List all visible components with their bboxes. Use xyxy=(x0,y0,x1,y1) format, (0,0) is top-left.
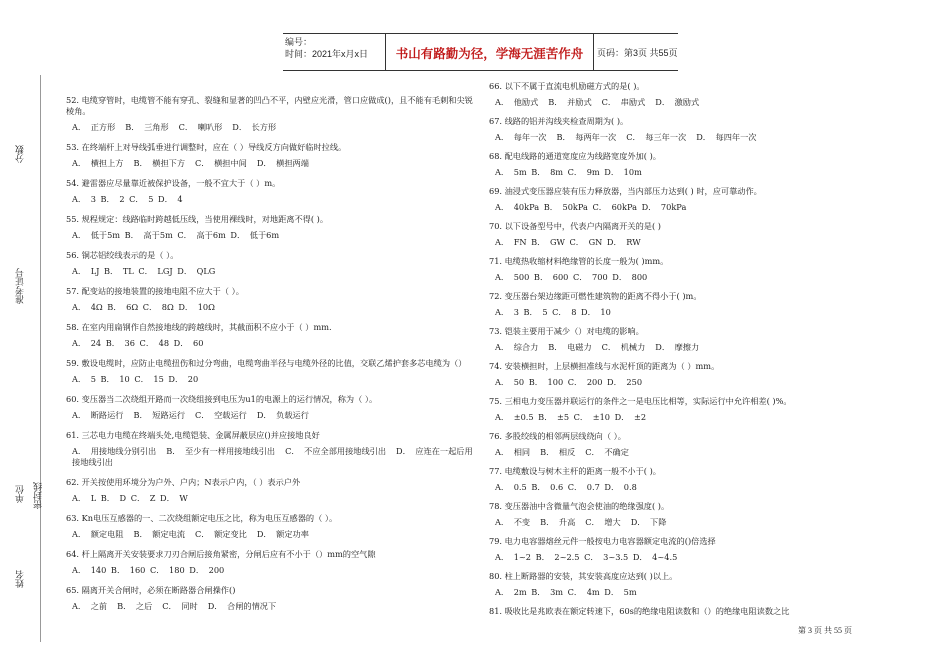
header-divider xyxy=(593,34,594,70)
answer-options xyxy=(66,266,476,277)
answer-option: A． ±0.5 B． ±5 C． ±10 D． ±2 xyxy=(495,412,647,422)
question-item xyxy=(489,396,904,423)
answer-option: A． 断路运行 xyxy=(72,410,124,420)
answer-options xyxy=(489,342,904,353)
question-text: 79. 电力电容器熔丝元件一般按电力电容器额定电流的()倍选择 xyxy=(489,536,716,546)
question-item xyxy=(489,326,904,353)
question-item xyxy=(66,585,476,612)
answer-options xyxy=(66,194,476,205)
question-text: 81. 吸收比是兆欧表在额定转速下，60s的绝缘电阻读数和（）的绝缘电阻读数之比 xyxy=(489,606,790,616)
question-item xyxy=(489,606,904,617)
answer-option: D． 额定功率 xyxy=(256,529,309,539)
answer-option: C． 机械力 xyxy=(601,342,646,352)
question-item xyxy=(66,250,476,277)
answer-option: C． 不应全部用接地线引出 xyxy=(285,446,387,456)
answer-options xyxy=(489,167,904,178)
time-label: 时间：2021年x月x日 xyxy=(285,49,369,59)
question-text: 62. 开关按使用环境分为户外、户内；N表示户内，（ ）表示户外 xyxy=(66,477,301,487)
answer-option: A． L B． D C． Z D． W xyxy=(72,493,188,503)
answer-option: A． 横担上方 xyxy=(72,158,124,168)
bianhao-label: 编号： xyxy=(285,37,313,47)
question-text: 64. 杆上隔离开关安装要求刀刃合闸后接角紧密，分闸后应有不小于（）mm的空气隙 xyxy=(66,549,376,559)
question-item xyxy=(489,361,904,388)
answer-options xyxy=(489,307,904,318)
answer-option: A． 4Ω B． 6Ω C． 8Ω D． 10Ω xyxy=(72,302,215,312)
answer-options xyxy=(489,272,904,283)
question-text: 67. 线路的铝并沟线夹检查周期为( )。 xyxy=(489,116,629,126)
answer-option: A． 24 B． 36 C． 48 D． 60 xyxy=(72,338,204,348)
answer-options xyxy=(489,377,904,388)
answer-option: D． 摩擦力 xyxy=(655,342,700,352)
question-item xyxy=(66,477,476,504)
answer-options xyxy=(66,338,476,349)
score-label: 分数 xyxy=(16,145,26,163)
answer-option: A． 3 B． 2 C． 5 D． 4 xyxy=(72,194,183,204)
question-text: 66. 以下不属于直流电机励磁方式的是( )。 xyxy=(489,81,645,91)
answer-option: A． 50 B． 100 C． 200 D． 250 xyxy=(495,377,643,387)
answer-options xyxy=(66,158,476,169)
answer-option: C． 增大 xyxy=(585,517,621,527)
question-text: 52. 电缆穿管时，电缆管不能有穿孔、裂缝和显著的凹凸不平，内壁应光滑，管口应做成()，且不能有毛刺和尖锐棱角。 xyxy=(66,95,473,116)
footer-page-number: 第 3 页 共 55 页 xyxy=(798,626,852,635)
answer-option: C． 额定变比 xyxy=(195,529,247,539)
answer-option: D． 长方形 xyxy=(232,122,277,132)
question-text: 63. Kn电压互感器的一、二次绕组额定电压之比，称为电压互感器的（ ）。 xyxy=(66,513,338,523)
answer-options xyxy=(489,97,904,108)
question-text: 71. 电缆热收缩材料绝缘管的长度一般为( )mm。 xyxy=(489,256,669,266)
answer-options xyxy=(66,565,476,576)
answer-options xyxy=(66,446,476,468)
exam-id-label: 准考证号 xyxy=(16,268,26,304)
page-number: 页码：第3页 共55页 xyxy=(597,48,678,58)
answer-option: B． 相反 xyxy=(540,447,576,457)
question-item xyxy=(66,178,476,205)
question-item xyxy=(66,394,476,421)
answer-option: A． 5 B． 10 C． 15 D． 20 xyxy=(72,374,199,384)
question-text: 75. 三相电力变压器并联运行的条件之一是电压比相等，实际运行中允许相差( )%。 xyxy=(489,396,792,406)
question-item xyxy=(66,549,476,576)
left-column xyxy=(66,95,476,621)
answer-option: A． 不变 xyxy=(495,517,531,527)
answer-option: A． 1~2 B． 2~2.5 C． 3~3.5 D． 4~4.5 xyxy=(495,552,678,562)
answer-option: A． 40kPa B． 50kPa C． 60kPa D． 70kPa xyxy=(495,202,687,212)
question-text: 55. 规程规定：线路临时跨越低压线，当使用裸线时，对地距离不得( )。 xyxy=(66,214,329,224)
answer-options xyxy=(489,132,904,143)
question-text: 57. 配变站的接地装置的接地电阻不应大于（ ）。 xyxy=(66,286,244,296)
question-text: 72. 变压器台架边缘距可燃性建筑物的距离不得小于( )m。 xyxy=(489,291,702,301)
answer-option: B． 之后 xyxy=(117,601,153,611)
answer-option: B． 至少有一样用接地线引出 xyxy=(166,446,276,456)
answer-options xyxy=(66,302,476,313)
question-text: 61. 三芯电力电缆在终端头处,电缆铠装、金属屏蔽层应()并应接地良好 xyxy=(66,430,320,440)
answer-options xyxy=(489,517,904,528)
question-item xyxy=(489,186,904,213)
question-text: 77. 电缆敷设与树木主杆的距离一般不小于( )。 xyxy=(489,466,661,476)
question-item xyxy=(489,571,904,598)
question-text: 73. 铠装主要用于减少（）对电缆的影响。 xyxy=(489,326,644,336)
answer-option: A． 相同 xyxy=(495,447,531,457)
answer-option: D． 负载运行 xyxy=(256,410,309,420)
question-item xyxy=(489,116,904,143)
answer-option: B． 电磁力 xyxy=(548,342,592,352)
answer-option: A． 0.5 B． 0.6 C． 0.7 D． 0.8 xyxy=(495,482,637,492)
answer-options xyxy=(66,601,476,612)
answer-option: B． 每两年一次 xyxy=(556,132,617,142)
question-item xyxy=(66,513,476,540)
answer-option: A． 低于5m B． 高于5m C． 高于6m D． 低于6m xyxy=(72,230,280,240)
answer-options xyxy=(66,410,476,421)
question-item xyxy=(489,501,904,528)
answer-option: A． 综合力 xyxy=(495,342,539,352)
question-text: 60. 变压器当二次绕组开路而一次绕组接到电压为u1的电源上的运行情况，称为（ ）。 xyxy=(66,394,378,404)
seal-line-label: 密封线 xyxy=(34,482,44,509)
question-item xyxy=(489,81,904,108)
question-item xyxy=(66,358,476,385)
question-item xyxy=(489,536,904,563)
answer-options xyxy=(489,447,904,458)
motto: 书山有路勤为径，学海无涯苦作舟 xyxy=(395,46,584,61)
answer-options xyxy=(489,552,904,563)
answer-option: B． 三角形 xyxy=(125,122,169,132)
answer-option: B． 短路运行 xyxy=(133,410,186,420)
question-text: 68. 配电线路的通道宽度应为线路宽度外加( )。 xyxy=(489,151,661,161)
answer-options xyxy=(489,202,904,213)
answer-options xyxy=(489,412,904,423)
page-header xyxy=(283,33,678,71)
header-divider xyxy=(385,34,386,70)
answer-option: D． 激励式 xyxy=(655,97,700,107)
answer-options xyxy=(66,122,476,133)
question-item xyxy=(66,322,476,349)
header-info xyxy=(285,36,385,60)
answer-option: A． 正方形 xyxy=(72,122,116,132)
question-text: 53. 在终端杆上对导线弧垂进行调整时，应在（ ）导线反方向做好临时拉线。 xyxy=(66,142,347,152)
answer-option: A． 他励式 xyxy=(495,97,539,107)
question-text: 58. 在室内用扁钢作自然接地线的跨越线时，其截面积不应小于（ ）mm. xyxy=(66,322,332,332)
answer-option: A． 3 B． 5 C． 8 D． 10 xyxy=(495,307,611,317)
question-item xyxy=(489,256,904,283)
answer-option: D． 每四年一次 xyxy=(696,132,757,142)
question-text: 74. 安装横担时，上层横担准线与水泥杆顶的距离为（ ）mm。 xyxy=(489,361,720,371)
question-text: 65. 隔离开关合闸时，必须在断路器合闸操作() xyxy=(66,585,236,595)
unit-label: 单位 xyxy=(16,485,26,503)
answer-options xyxy=(66,230,476,241)
answer-option: A． LJ B． TL C． LGJ D． QLG xyxy=(72,266,216,276)
answer-option: A． 之前 xyxy=(72,601,108,611)
answer-option: C． 喇叭形 xyxy=(178,122,223,132)
answer-option: B． 并励式 xyxy=(548,97,592,107)
question-item xyxy=(66,95,476,133)
question-item xyxy=(66,430,476,468)
name-label: 姓名 xyxy=(16,570,26,588)
answer-options xyxy=(489,587,904,598)
answer-option: A． 140 B． 160 C． 180 D． 200 xyxy=(72,565,225,575)
answer-options xyxy=(66,529,476,540)
answer-option: D． 下降 xyxy=(630,517,667,527)
answer-option: A． FN B． GW C． GN D． RW xyxy=(495,237,641,247)
question-text: 78. 变压器油中含微量气泡会使油的绝缘强度( )。 xyxy=(489,501,670,511)
question-item xyxy=(66,142,476,169)
answer-option: A． 额定电阻 xyxy=(72,529,124,539)
answer-option: D． 应连在一起后用接地线引出 xyxy=(72,446,473,467)
answer-option: A． 5m B． 8m C． 9m D． 10m xyxy=(495,167,642,177)
answer-option: C． 同时 xyxy=(162,601,198,611)
answer-option: C． 空载运行 xyxy=(195,410,247,420)
answer-option: C． 不确定 xyxy=(585,447,629,457)
question-text: 76. 多股绞线的相邻两层线绕向（ ）。 xyxy=(489,431,626,441)
binding-line xyxy=(40,75,41,642)
question-text: 59. 敷设电缆时，应防止电缆扭伤和过分弯曲，电缆弯曲半径与电缆外径的比值，交联乙烯护套多芯电缆为（） xyxy=(66,358,467,368)
answer-option: D． 横担两端 xyxy=(256,158,309,168)
answer-option: A． 每年一次 xyxy=(495,132,547,142)
answer-options xyxy=(489,482,904,493)
question-text: 54. 避雷器应尽量靠近被保护设备，一般不宜大于（ ）m。 xyxy=(66,178,281,188)
question-text: 70. 以下设备型号中，代表户内隔离开关的是( ) xyxy=(489,221,661,231)
answer-option: D． 合闸的情况下 xyxy=(207,601,277,611)
answer-option: A． 500 B． 600 C． 700 D． 800 xyxy=(495,272,648,282)
question-item xyxy=(489,291,904,318)
answer-option: C． 每三年一次 xyxy=(626,132,687,142)
answer-option: B． 升高 xyxy=(540,517,576,527)
question-item xyxy=(489,151,904,178)
question-item xyxy=(489,466,904,493)
answer-option: B． 横担下方 xyxy=(133,158,186,168)
question-item xyxy=(66,286,476,313)
question-text: 80. 柱上断路器的安装，其安装高度应达到( )以上。 xyxy=(489,571,678,581)
answer-option: C． 串励式 xyxy=(601,97,646,107)
question-item xyxy=(489,221,904,248)
question-item xyxy=(66,214,476,241)
answer-option: A． 用接地线分别引出 xyxy=(72,446,157,456)
answer-option: B． 额定电流 xyxy=(133,529,186,539)
question-item xyxy=(489,431,904,458)
answer-option: A． 2m B． 3m C． 4m D． 5m xyxy=(495,587,637,597)
question-text: 56. 铜芯铝绞线表示的是（ ）。 xyxy=(66,250,179,260)
answer-options xyxy=(66,374,476,385)
answer-options xyxy=(66,493,476,504)
right-column xyxy=(489,81,904,625)
question-text: 69. 油浸式变压器应装有压力释放器，当内部压力达到( ) 时，应可靠动作。 xyxy=(489,186,762,196)
answer-option: C． 横担中间 xyxy=(195,158,247,168)
answer-options xyxy=(489,237,904,248)
